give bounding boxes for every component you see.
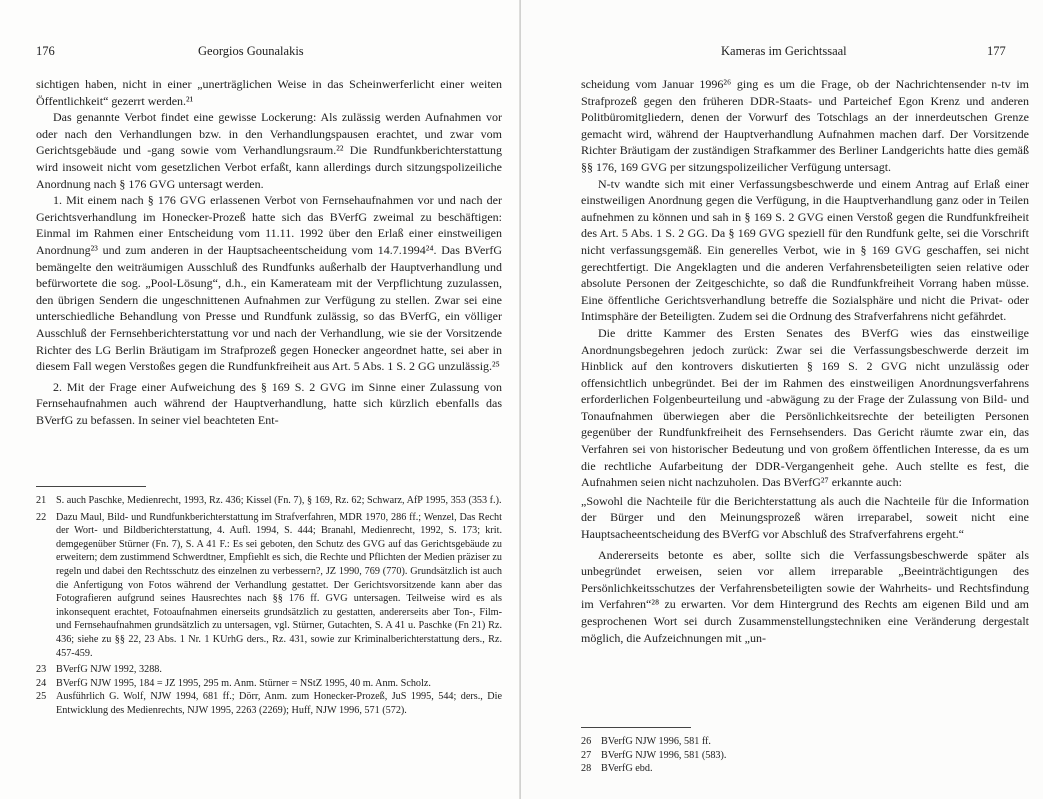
body-text xyxy=(581,76,1029,646)
footnote: 25 Ausführlich G. Wolf, NJW 1994, 681 ff.; Dörr, Anm. zum Honecker-Prozeß, JuS 1995, 544; ders., Die Entwicklung des Medienrechts, NJW 1995, 2263 (2269); Huff, NJW 1996, 571 (572). xyxy=(36,691,502,716)
footnote: 28 BVerfG ebd. xyxy=(581,763,653,775)
paragraph: N-tv wandte sich mit einer Verfassungsbeschwerde und einem Antrag auf Erlaß einer einstweiligen Anordnung gegen die Verfügung, in die Hauptverhandlung ganz oder in Teilen aufnehmen zu können und sah in § 169 S. 2 GVG einen Verstoß gegen die Rundfunkfreiheit des Art. 5 Abs. 1 S. 2 GG. Da § 169 GVG speziell für den Rundfunk gelte, sei die Vorschrift nicht verfassungsgemäß. Ein generelles Verbot, wie in § 169 GVG geschaffen, sei nicht gerechtfertigt. Die Angeklagten und die anderen Verfahrensbeteiligten seien relative oder absolute Personen der Zeitgeschichte, so daß die Rundfunkfreiheit Vorrang haben müsse. Eine öffentliche Gerichtsverhandlung betreffe die Sozialsphäre und nicht die Privat- oder Intimsphäre der Beteiligten. Zudem sei die Ordnung des Strafverfahrens nicht gefährdet. xyxy=(581,176,1029,324)
page-number: 177 xyxy=(987,44,1006,58)
footnotes xyxy=(36,494,502,718)
paragraph: Andererseits betonte es aber, sollte sich die Verfassungsbeschwerde später als unbegründet erweisen, seien vor allem irreparable „Beeinträchtigungen des Persönlichkeitsschutzes der Verfahrensbeteiligten sowie der Wahrheits- und Rechtsfindung im Verfahren“²⁸ zu erwarten. Vor dem Hintergrund des Rechts am eigenen Bild und am gesprochenen Wort sei durch Zusammenstellungstechniken eine Veränderung dergestalt möglich, die Aufzeichnungen mit „un- xyxy=(581,547,1029,645)
footnote: 24 BVerfG NJW 1995, 184 = JZ 1995, 295 m. Anm. Stürner = NStZ 1995, 40 m. Anm. Scholz. xyxy=(36,677,431,689)
paragraph: 2. Mit der Frage einer Aufweichung des § 169 S. 2 GVG im Sinne einer Zulassung von Fernsehaufnahmen auch während der Hauptverhandlung, hatte sich kürzlich ebenfalls das BVerfG zu befassen. In seiner viel beachteten Ent- xyxy=(36,379,502,427)
paragraph: 1. Mit einem nach § 176 GVG erlassenen Verbot von Fernsehaufnahmen vor und nach der Gerichtsverhandlung im Honecker-Prozeß hatte sich das BVerfG zweimal zu beschäftigen: Einmal im Rahmen einer Entscheidung vom 11.11. 1992 über den Erlaß einer einstweiligen Anordnung²³ und zum anderen in der Hauptsacheentscheidung vom 14.7.1994²⁴. Das BVerfG bemängelte den weiträumigen Ausschluß des Rundfunks außerhalb der Hauptverhandlung und befürwortete die sog. „Pool-Lösung“, d.h., ein Kamerateam mit der Verpflichtung zuzulassen, den übrigen Sendern die ungeschnittenen Aufnahmen zur Verfügung zu stellen. Zwar sei eine unterschiedliche Behandlung von Presse und Rundfunk zulässig, so das BVerfG, ein völliger Ausschluß der Fernsehberichterstattung vor und nach der Verhandlung, wie sie der Vorsitzende Richter des LG Berlin Bräutigam im Strafprozeß gegen Honecker angeordnet hatte, sei aber in diesem Fall wegen Verstoßes gegen die Rundfunkfreiheit aus Art. 5 Abs. 1 S. 2 GG unzulässig.²⁵ xyxy=(36,193,502,374)
footnote-rule xyxy=(581,727,691,728)
left-page xyxy=(0,0,520,799)
body-text xyxy=(36,76,502,428)
footnote: 22 Dazu Maul, Bild- und Rundfunkberichterstattung im Strafverfahren, MDR 1970, 286 ff.; Wenzel, Das Recht der Wort- und Bildberichterstattung, 4. Aufl. 1994, S. 444; Branahl, Medienrecht, 1992, S. 173; krit. demgegenüber Stürner (Fn. 7), S. A 41 F.: Es sei geboten, den Schutz des GVG auf das Gerichtsgebäude zu erweitern; dem zustimmend Schwerdtner, Empfiehlt es sich, die Rechte und Pflichten der Medien präziser zu regeln und dabei den Rechtsschutz des einzelnen zu verbessern?, JZ 1990, 769 (770). Grundsätzlich ist auch die Anfertigung von Fotos während der Verhandlung gestattet. Der Gerichtsvorsitzende kann aber das Fotografieren aufgrund seines Hausrechtes nach §§ 176 ff. GVG untersagen. Teilweise wird es als inkonsequent erachtet, Fotoaufnahmen einerseits grundsätzlich zu gestatten, andererseits aber Ton-, Film- und Fernsehaufnahmen grundsätzlich zu untersagen, vgl. Stürner, Gutachten, S. A 41 u. Paschke (Fn 21) Rz. 436; siehe zu §§ 22, 23 Abs. 1 Nr. 1 KUrhG ders., Rz. 431, sowie zur Kriminalberichterstattung ders., Rz. 457-459. xyxy=(36,511,502,659)
footnote: 23 BVerfG NJW 1992, 3288. xyxy=(36,664,162,676)
block-quote: „Sowohl die Nachteile für die Berichterstattung als auch die Nachteile für die Information der Bürger und den Meinungsprozeß wären irreparabel, soweit nicht eine Hauptsacheentscheidung des BVerfG vor Abschluß des Strafverfahrens ergeht.“ xyxy=(581,493,1029,542)
running-head: Georgios Gounalakis xyxy=(198,44,304,58)
footnote: 26 BVerfG NJW 1996, 581 ff. xyxy=(581,736,711,747)
page-number: 176 xyxy=(36,44,55,58)
footnote: 27 BVerfG NJW 1996, 581 (583). xyxy=(581,749,727,761)
paragraph: Das genannte Verbot findet eine gewisse Lockerung: Als zulässig werden Aufnahmen vor oder nach den Verhandlungen bzw. in den Verhandlungspausen erachtet, und zwar vom Gerichtsgebäude und -gang sowie vom Verhandlungsraum.²² Die Rundfunkberichterstattung wird insoweit nicht vom gesetzlichen Verbot erfaßt, kann allerdings durch sitzungspolizeiliche Anordnung nach § 176 GVG untersagt werden. xyxy=(36,110,502,191)
right-page xyxy=(521,0,1043,799)
footnote-rule xyxy=(36,486,146,487)
paragraph: Die dritte Kammer des Ersten Senates des BVerfG wies das einstweilige Anordnungsbegehren jedoch zurück: Zwar sei die Verfassungsbeschwerde derzeit im Hinblick auf den kontrovers diskutierten § 169 S. 2 GVG nicht unzulässig oder offensichtlich unbegründet. Bei der im Rahmen des einstweiligen Anordnungsverfahrens erforderlichen Folgenbeurteilung und -abwägung zu der Frage der Zulassung von Bild- und Tonaufnahmen überwiegen aber die Persönlichkeitsrechte der beteiligten Personen gegenüber der Rundfunkfreiheit des Fernsehsenders. Das Gericht räumte zwar ein, das Verfahren sei von historischer Bedeutung und von großem öffentlichen Interesse, da es um die rechtliche Aufarbeitung der DDR-Vergangenheit gehe. Auch stellte es fest, die Aufnahmen seien nicht nachzuholen. Das BVerfG²⁷ erkannte auch: xyxy=(581,325,1029,490)
footnote: 21 S. auch Paschke, Medienrecht, 1993, Rz. 436; Kissel (Fn. 7), § 169, Rz. 62; Schwarz, AfP 1995, 353 (353 f.). xyxy=(36,495,502,506)
paragraph: scheidung vom Januar 1996²⁶ ging es um die Frage, ob der Nachrichtensender n-tv im Strafprozeß gegen den früheren DDR-Staats- und Parteichef Egon Krenz und anderen Politbüromitgliedern, denen der Vorwurf des Totschlags an der innerdeutschen Grenze gemacht wird, während der Hauptverhandlung Aufnahmen machen darf. Der Vorsitzende Richter Bräutigam der zuständigen Strafkammer des Berliner Landgerichts hatte dies gemäß §§ 176, 169 GVG per sitzungspolizeilicher Verfügung untersagt. xyxy=(581,77,1029,174)
paragraph: sichtigen haben, nicht in einer „unerträglichen Weise in das Scheinwerferlicht einer weiten Öffentlichkeit“ gezerrt werden.²¹ xyxy=(36,77,502,108)
footnotes xyxy=(581,735,1029,776)
running-head: Kameras im Gerichtssaal xyxy=(721,44,847,58)
